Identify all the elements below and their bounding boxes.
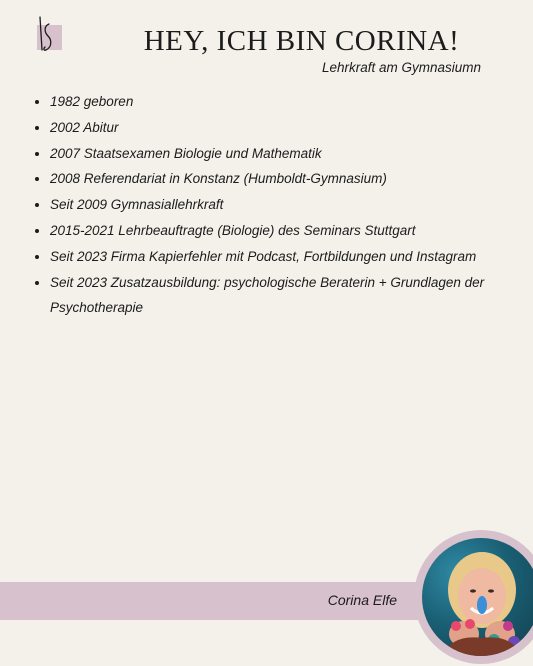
- cv-item: • 2002 Abitur: [50, 115, 520, 141]
- portrait-frame: [414, 530, 533, 664]
- cv-item: • 2007 Staatsexamen Biologie und Mathematik: [50, 141, 520, 167]
- page-title: HEY, ICH BIN CORINA!: [143, 25, 460, 57]
- portrait-illustration: [422, 538, 533, 656]
- page-subtitle: Lehrkraft am Gymnasiumn: [321, 60, 481, 75]
- cv-item: • Seit 2023 Zusatzausbildung: psychologische Beraterin + Grundlagen der Psychotherapie: [50, 270, 520, 322]
- cv-item: • 1982 geboren: [50, 89, 520, 115]
- cv-item: • Seit 2023 Firma Kapierfehler mit Podcast, Fortbildungen und Instagram: [50, 244, 520, 270]
- portrait-photo: [422, 538, 533, 656]
- author-name: Corina Elfe: [327, 592, 397, 608]
- cv-item: • 2015-2021 Lehrbeauftragte (Biologie) des Seminars Stuttgart: [50, 218, 520, 244]
- name-band: [0, 582, 430, 620]
- cv-item: • Seit 2009 Gymnasiallehrkraft: [50, 192, 520, 218]
- cv-list: [30, 89, 520, 321]
- cv-item: • 2008 Referendariat in Konstanz (Humboldt-Gymnasium): [50, 166, 520, 192]
